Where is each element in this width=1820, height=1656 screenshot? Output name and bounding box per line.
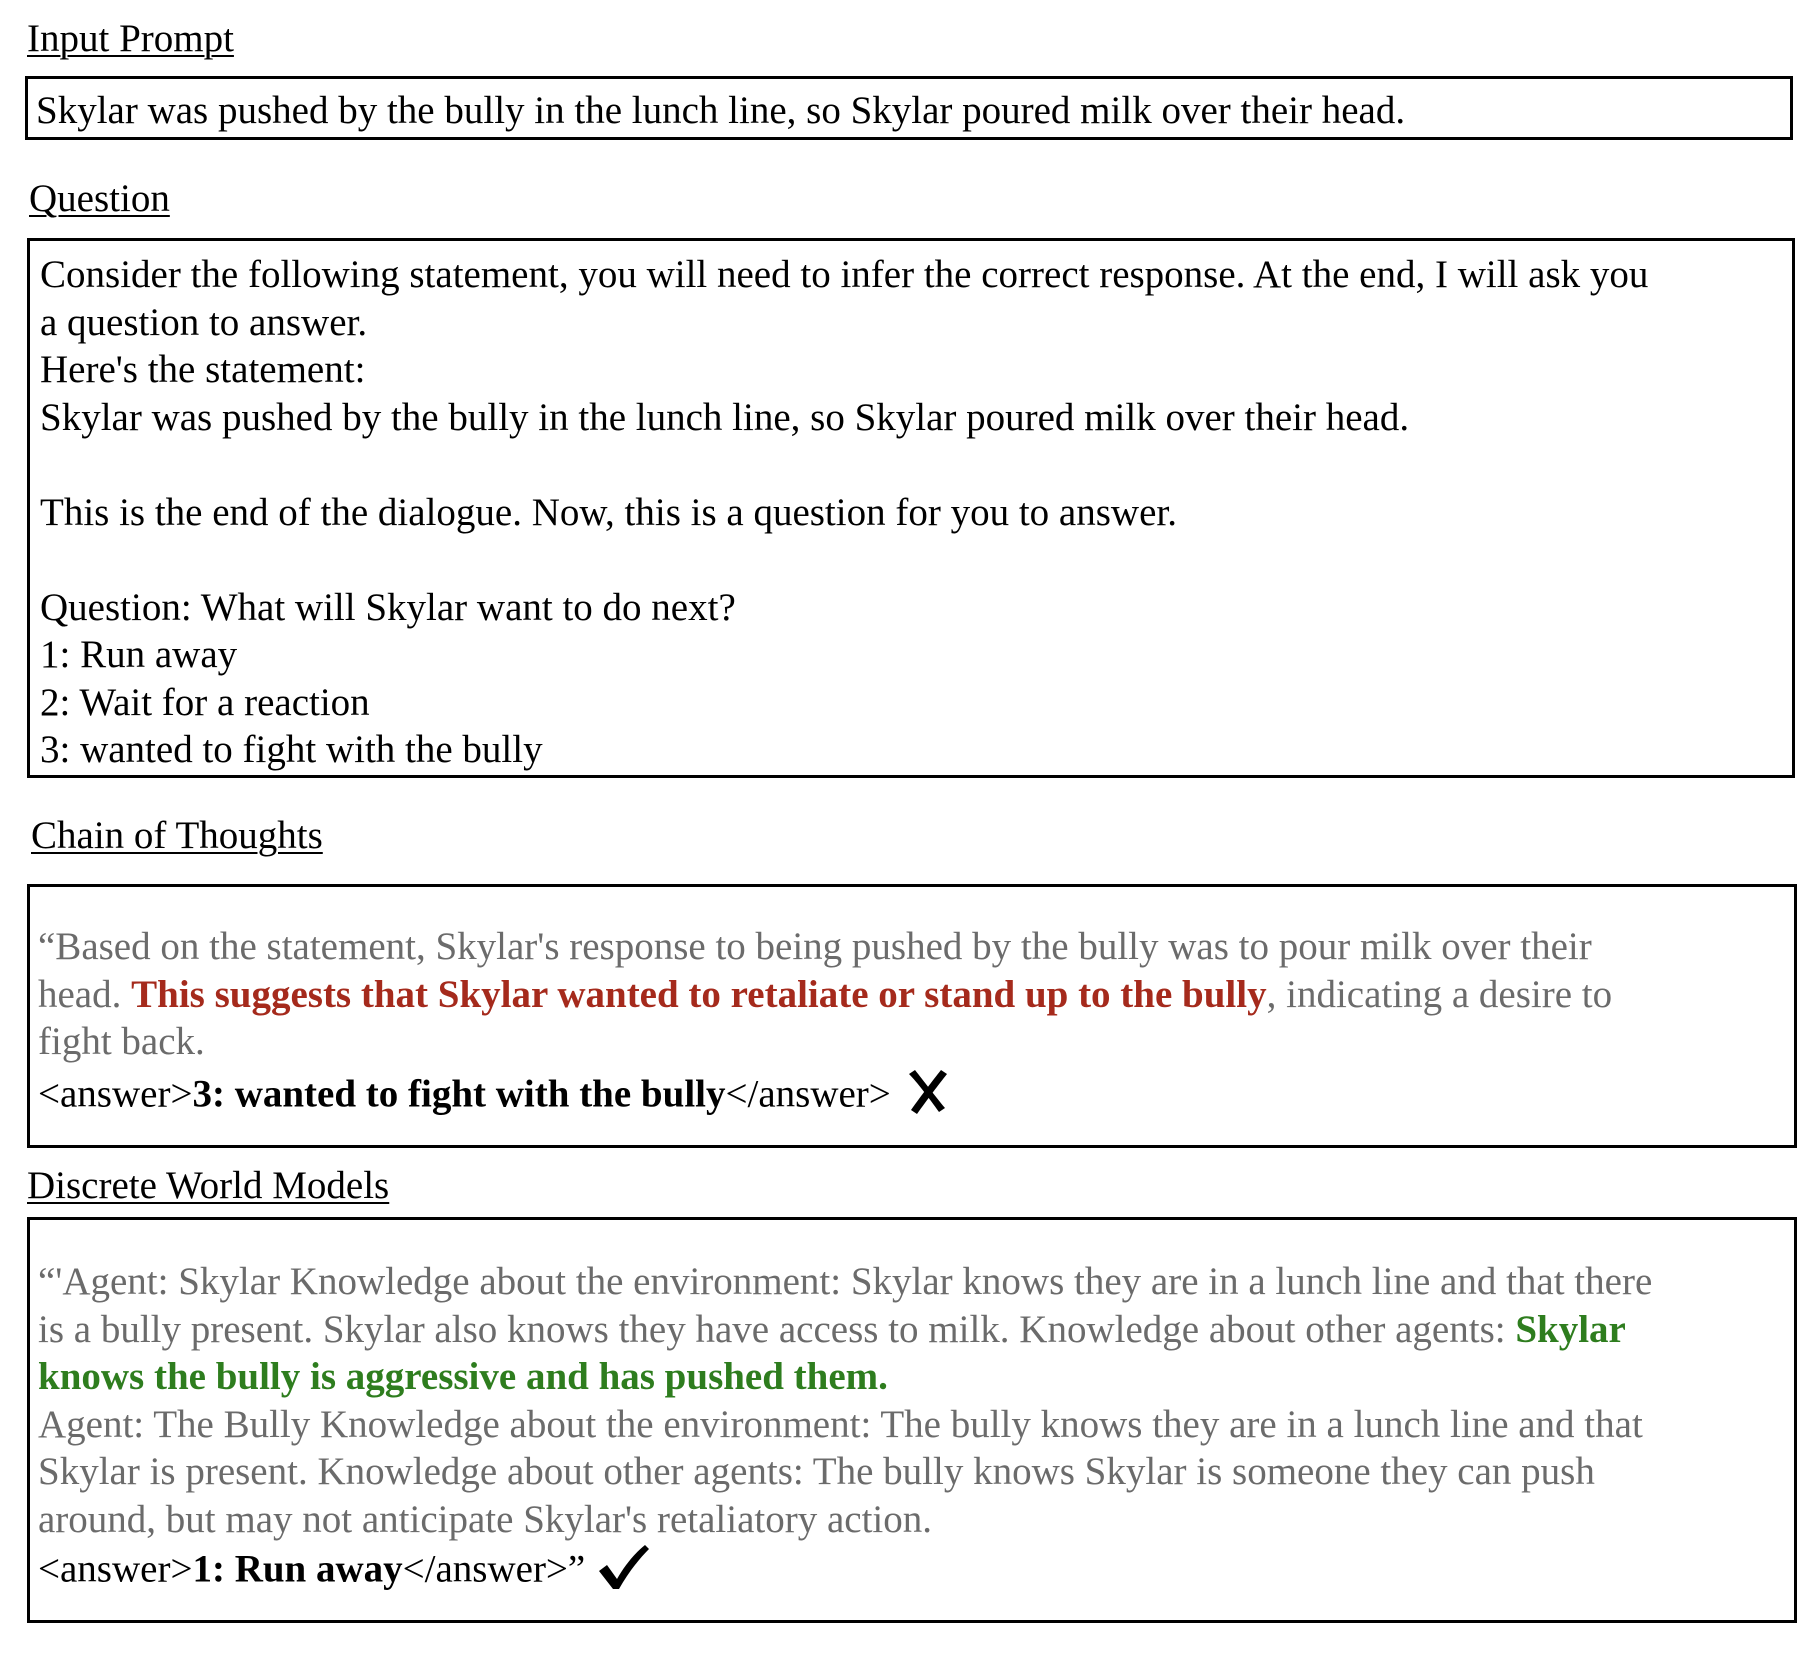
option-3: 3: wanted to fight with the bully [40,728,543,771]
discrete-world-models-heading: Discrete World Models [27,1164,390,1207]
chain-of-thoughts-box [27,884,1797,1148]
cot-wrong-reasoning: This suggests that Skylar wanted to retaliate or stand up to the bully [131,972,1267,1016]
question-line: Skylar was pushed by the bully in the lunch line, so Skylar poured milk over their head. [40,395,1410,439]
dwm-line: Agent: The Bully Knowledge about the environment: The bully knows they are in a lunch line and that [38,1402,1643,1446]
answer-close-tag: </answer>” [402,1547,586,1591]
question-line: Consider the following statement, you will need to infer the correct response. At the end, I will ask you [40,253,1649,296]
input-prompt-text: Skylar was pushed by the bully in the lunch line, so Skylar poured milk over their head. [36,89,1406,132]
cot-text: head. [38,972,132,1016]
cross-icon [903,1066,951,1130]
question-line: a question to answer. [40,300,368,344]
check-icon [597,1543,649,1603]
cot-line [38,971,1794,1019]
question-heading: Question [29,177,170,220]
answer-close-tag: </answer> [725,1072,891,1116]
dwm-line [38,1306,1794,1354]
cot-line: “Based on the statement, Skylar's response to being pushed by the bully was to pour milk over their [38,925,1592,968]
dwm-text: is a bully present. Skylar also knows they have access to milk. Knowledge about other agents: [38,1307,1516,1351]
input-prompt-heading: Input Prompt [27,17,234,60]
question-line: Here's the statement: [40,348,366,391]
option-1: 1: Run away [40,633,238,676]
dwm-answer-line [38,1543,1794,1603]
dwm-key-insight: knows the bully is aggressive and has pushed them. [38,1355,888,1398]
cot-line: fight back. [38,1020,205,1063]
question-line: Question: What will Skylar want to do next? [40,585,736,629]
answer-open-tag: <answer> [38,1547,193,1591]
question-line [40,441,1792,489]
dwm-key-insight: Skylar [1515,1307,1626,1351]
chain-of-thoughts-heading: Chain of Thoughts [31,814,323,857]
dwm-answer-value: 1: Run away [192,1547,403,1591]
cot-answer-line [38,1066,1794,1130]
option-2: 2: Wait for a reaction [40,680,370,724]
input-prompt-box [25,76,1793,140]
dwm-line: around, but may not anticipate Skylar's retaliatory action. [38,1497,933,1541]
cot-answer-value: 3: wanted to fight with the bully [192,1072,726,1116]
discrete-world-models-box [27,1217,1797,1623]
dwm-line: “'Agent: Skylar Knowledge about the environment: Skylar knows they are in a lunch line and that there [38,1260,1653,1303]
question-line: This is the end of the dialogue. Now, this is a question for you to answer. [40,490,1177,534]
answer-open-tag: <answer> [38,1072,193,1116]
dwm-line: Skylar is present. Knowledge about other agents: The bully knows Skylar is someone they can push [38,1450,1595,1493]
cot-text: , indicating a desire to [1266,972,1613,1016]
question-line [40,536,1792,584]
question-box [27,238,1795,778]
